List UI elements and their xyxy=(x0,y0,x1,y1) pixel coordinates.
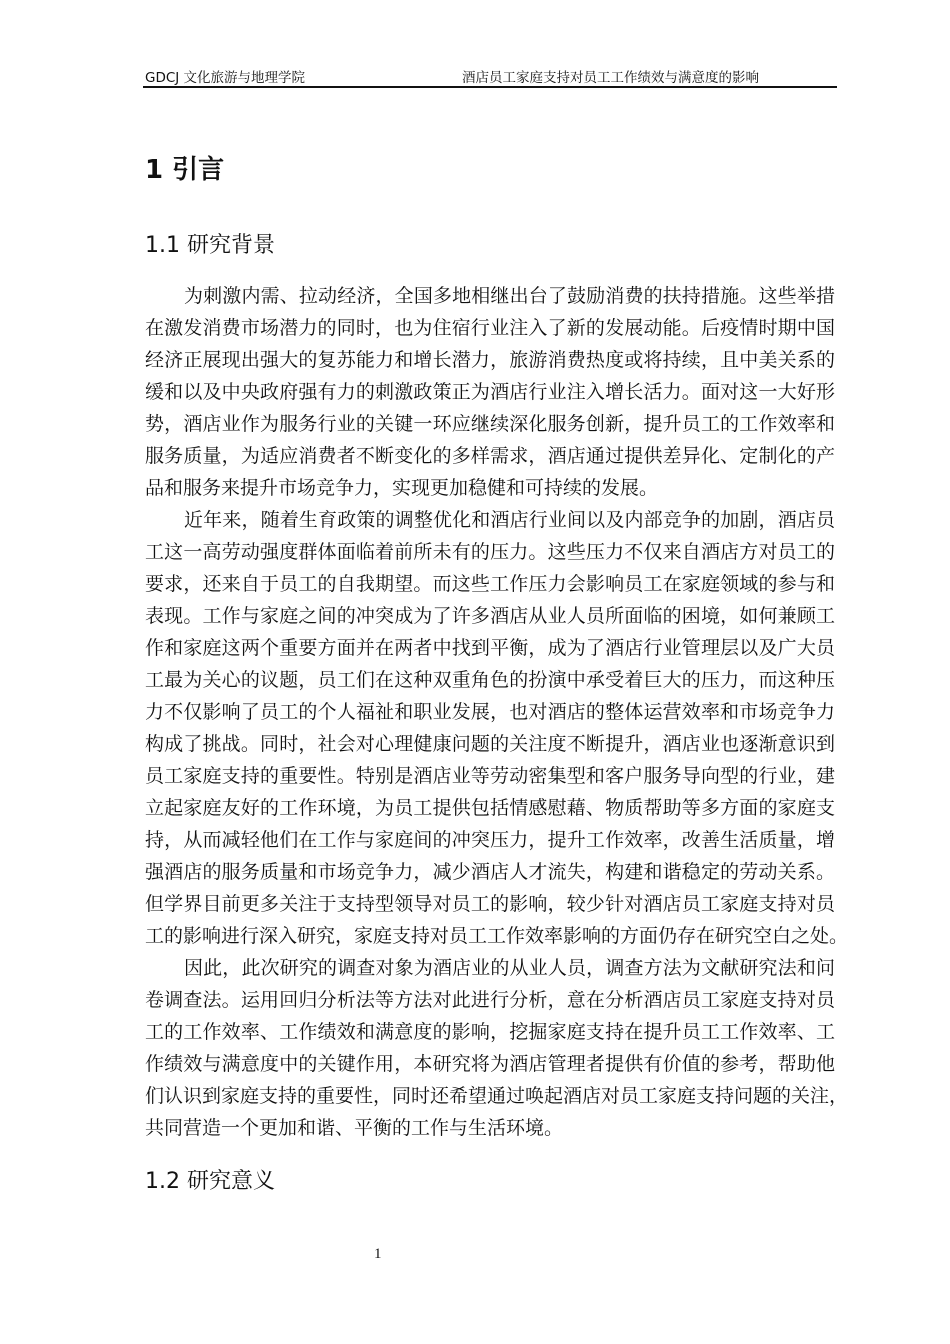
page-number: 1 xyxy=(374,1246,382,1262)
paragraph-line: 经济正展现出强大的复苏能力和增长潜力，旅游消费热度或将持续，且中美关系的 xyxy=(145,349,835,371)
paragraph-line: 作和家庭这两个重要方面并在两者中找到平衡，成为了酒店行业管理层以及广大员 xyxy=(145,637,835,659)
paragraph-line: 但学界目前更多关注于支持型领导对员工的影响，较少针对酒店员工家庭支持对员 xyxy=(145,893,835,915)
paragraph-line: 缓和以及中央政府强有力的刺激政策正为酒店行业注入增长活力。面对这一大好形 xyxy=(145,381,835,403)
paragraph-2 xyxy=(145,504,849,952)
paragraph-line: 近年来，随着生育政策的调整优化和酒店行业间以及内部竞争的加剧，酒店员 xyxy=(184,509,835,531)
paragraph-line: 立起家庭友好的工作环境，为员工提供包括情感慰藉、物质帮助等多方面的家庭支 xyxy=(145,797,835,819)
paragraph-line: 们认识到家庭支持的重要性，同时还希望通过唤起酒店对员工家庭支持问题的关注， xyxy=(145,1085,849,1107)
paragraph-line: 工的工作效率、工作绩效和满意度的影响，挖掘家庭支持在提升员工工作效率、工 xyxy=(145,1021,835,1043)
chapter-title: 1 引言 xyxy=(145,155,225,185)
paragraph-line: 强酒店的服务质量和市场竞争力，减少酒店人才流失，构建和谐稳定的劳动关系。 xyxy=(145,861,835,883)
paragraph-line: 共同营造一个更加和谐、平衡的工作与生活环境。 xyxy=(145,1117,564,1139)
paragraph-line: 因此，此次研究的调查对象为酒店业的从业人员，调查方法为文献研究法和问 xyxy=(184,957,835,979)
section-heading-1-2: 1.2 研究意义 xyxy=(145,1169,275,1194)
paragraph-line: 构成了挑战。同时，社会对心理健康问题的关注度不断提升，酒店业也逐渐意识到 xyxy=(145,733,835,755)
paragraph-line: 为刺激内需、拉动经济，全国多地相继出台了鼓励消费的扶持措施。这些举措 xyxy=(184,285,835,307)
paragraph-line: 工最为关心的议题，员工们在这种双重角色的扮演中承受着巨大的压力，而这种压 xyxy=(145,669,835,691)
paragraph-1 xyxy=(145,280,835,504)
paragraph-line: 工这一高劳动强度群体面临着前所未有的压力。这些压力不仅来自酒店方对员工的 xyxy=(145,541,835,563)
paragraph-line: 员工家庭支持的重要性。特别是酒店业等劳动密集型和客户服务导向型的行业，建 xyxy=(145,765,835,787)
paragraph-line: 服务质量，为适应消费者不断变化的多样需求，酒店通过提供差异化、定制化的产 xyxy=(145,445,835,467)
header-rule xyxy=(143,86,837,88)
paragraph-line: 作绩效与满意度中的关键作用，本研究将为酒店管理者提供有价值的参考，帮助他 xyxy=(145,1053,835,1075)
paragraph-line: 卷调查法。运用回归分析法等方法对此进行分析，意在分析酒店员工家庭支持对员 xyxy=(145,989,835,1011)
paragraph-3 xyxy=(145,952,849,1144)
paragraph-line: 持，从而减轻他们在工作与家庭间的冲突压力，提升工作效率，改善生活质量，增 xyxy=(145,829,835,851)
running-header-left: GDCJ 文化旅游与地理学院 xyxy=(145,70,306,86)
section-heading-1-1: 1.1 研究背景 xyxy=(145,233,275,258)
paragraph-line: 势，酒店业作为服务行业的关键一环应继续深化服务创新，提升员工的工作效率和 xyxy=(145,413,835,435)
paragraph-line: 在激发消费市场潜力的同时，也为住宿行业注入了新的发展动能。后疫情时期中国 xyxy=(145,317,835,339)
running-header-right: 酒店员工家庭支持对员工工作绩效与满意度的影响 xyxy=(462,70,759,86)
paragraph-line: 工的影响进行深入研究，家庭支持对员工工作效率影响的方面仍存在研究空白之处。 xyxy=(145,925,849,947)
paragraph-line: 表现。工作与家庭之间的冲突成为了许多酒店从业人员所面临的困境，如何兼顾工 xyxy=(145,605,835,627)
paragraph-line: 品和服务来提升市场竞争力，实现更加稳健和可持续的发展。 xyxy=(145,477,659,499)
paragraph-line: 力不仅影响了员工的个人福祉和职业发展，也对酒店的整体运营效率和市场竞争力 xyxy=(145,701,835,723)
paragraph-line: 要求，还来自于员工的自我期望。而这些工作压力会影响员工在家庭领域的参与和 xyxy=(145,573,835,595)
